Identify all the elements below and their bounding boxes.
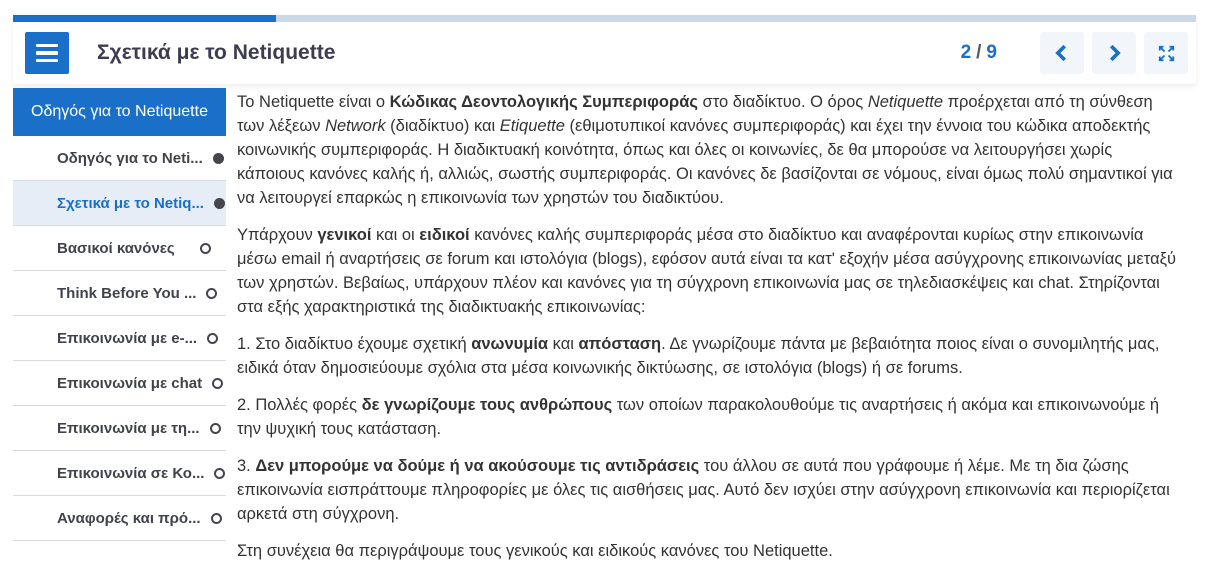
page-separator: / (976, 42, 983, 63)
sidebar-header: Οδηγός για το Netiquette (13, 88, 226, 136)
hamburger-icon (36, 51, 58, 55)
page-current: 2 (960, 42, 973, 63)
hamburger-icon (36, 44, 58, 48)
sidebar (13, 88, 226, 541)
content-paragraph: 2. Πολλές φορές δε γνωρίζουμε τους ανθρώπους των οποίων παρακολουθούμε τις αναρτήσεις ή ακόμα και επικοινωνούμε ή την ψυχική τους κατάσταση. (237, 396, 1160, 438)
sidebar-item-label: Αναφορές και πρό... (57, 509, 201, 527)
sidebar-item[interactable] (13, 181, 226, 226)
status-open-circle-icon (206, 288, 217, 299)
sidebar-item-label: Επικοινωνία σε Κο... (57, 464, 205, 482)
progress-fill (13, 15, 276, 22)
header (13, 22, 1196, 84)
status-open-circle-icon (200, 243, 211, 254)
sidebar-item[interactable] (13, 361, 226, 406)
status-filled-circle-icon (214, 198, 225, 209)
sidebar-item-label: Επικοινωνία με τη... (57, 419, 200, 437)
chevron-left-icon (1051, 42, 1073, 64)
progress-bar (13, 15, 1196, 22)
top-bar (13, 15, 1196, 84)
sidebar-item[interactable] (13, 406, 226, 451)
sidebar-item-label: Επικοινωνία με chat (57, 374, 203, 392)
content-paragraph: Υπάρχουν γενικοί και οι ειδικοί κανόνες καλής συμπεριφοράς μέσα στο διαδίκτυο και αναφέρονται κυρίως στην επικοινωνία μέσω email ή αναρτήσεις σε forum και ιστολόγια (blogs), εφόσον αυτά είναι τα κατ' εξοχήν μέσα ασύγχρονης επικοινωνίας μεταξύ των χρηστών. Βεβαίως, υπάρχουν πλέον και κανόνες για τη σύγχρονη επικοινωνία μας σε τηλεδιασκέψεις και chat. Στηρίζονται στα εξής χαρακτηριστικά της διαδικτυακής επικοινωνίας: (237, 226, 1177, 316)
page-total: 9 (986, 42, 998, 63)
status-open-circle-icon (210, 423, 221, 434)
sidebar-item[interactable] (13, 271, 226, 316)
hamburger-icon (36, 59, 58, 63)
status-open-circle-icon (211, 513, 222, 524)
content-paragraph: 1. Στο διαδίκτυο έχουμε σχετική ανωνυμία και απόσταση. Δε γνωρίζουμε πάντα με βεβαιότητα ποιος είναι ο συνομιλητής μας, ειδικά όταν δημοσιεύουμε σχόλια στα μέσα κοινωνικής δικτύωσης, σε ιστολόγια (blogs) ή σε forums. (237, 335, 1160, 377)
sidebar-item-label: Βασικοί κανόνες (57, 239, 175, 257)
status-open-circle-icon (214, 468, 225, 479)
status-open-circle-icon (212, 378, 223, 389)
content-area (237, 84, 1183, 576)
page-indicator (961, 42, 998, 64)
content-paragraph: Στη συνέχεια θα περιγράψουμε τους γενικούς και ειδικούς κανόνες του Netiquette. (237, 542, 833, 560)
status-open-circle-icon (207, 333, 218, 344)
previous-page-button[interactable] (1040, 32, 1084, 74)
chapter-list (13, 136, 226, 541)
sidebar-item-label: Επικοινωνία με e-... (57, 329, 198, 347)
sidebar-item[interactable] (13, 496, 226, 541)
sidebar-item[interactable] (13, 316, 226, 361)
sidebar-item[interactable] (13, 451, 226, 496)
sidebar-item[interactable] (13, 136, 226, 181)
status-filled-circle-icon (213, 153, 224, 164)
content-paragraph: 3. Δεν μπορούμε να δούμε ή να ακούσουμε τις αντιδράσεις του άλλου σε αυτά που γράφουμε ή λέμε. Με τη δια ζώσης επικοινωνία εισπράττουμε πληροφορίες με όλες τις αισθήσεις μας. Αυτό δεν ισχύει στην ασύγχρονη επικοινωνία και περιορίζεται αρκετά στη σύγχρονη. (237, 457, 1170, 523)
menu-button[interactable] (25, 32, 69, 74)
content-paragraph: Το Netiquette είναι ο Κώδικας Δεοντολογικής Συμπεριφοράς στο διαδίκτυο. Ο όρος Netiquette προέρχεται από τη σύνθεση των λέξεων Network (διαδίκτυο) και Etiquette (εθιμοτυπικοί κανόνες συμπεριφοράς) και έχει την έννοια του κώδικα αποδεκτής κοινωνικής συμπεριφοράς. Η διαδικτυακή κοινότητα, όπως και όλες οι κοινωνίες, δε θα μπορούσε να λειτουργήσει χωρίς κάποιους κανόνες καλής ή, αλλιώς, σωστής συμπεριφοράς. Οι κανόνες δε βασίζονται σε νόμους, είναι όμως πολύ σημαντικοί για να λειτουργεί επαρκώς η επικοινωνία των χρηστών του διαδικτύου. (237, 93, 1173, 207)
next-page-button[interactable] (1092, 32, 1136, 74)
fullscreen-button[interactable] (1144, 32, 1188, 74)
sidebar-item[interactable] (13, 226, 226, 271)
chevron-right-icon (1103, 42, 1125, 64)
sidebar-item-label: Οδηγός για το Neti... (57, 149, 203, 167)
sidebar-item-label: Σχετικά με το Netiq... (57, 194, 204, 212)
expand-icon (1156, 43, 1177, 64)
sidebar-item-label: Think Before You ... (57, 284, 197, 302)
page-title: Σχετικά με το Netiquette (97, 41, 336, 64)
